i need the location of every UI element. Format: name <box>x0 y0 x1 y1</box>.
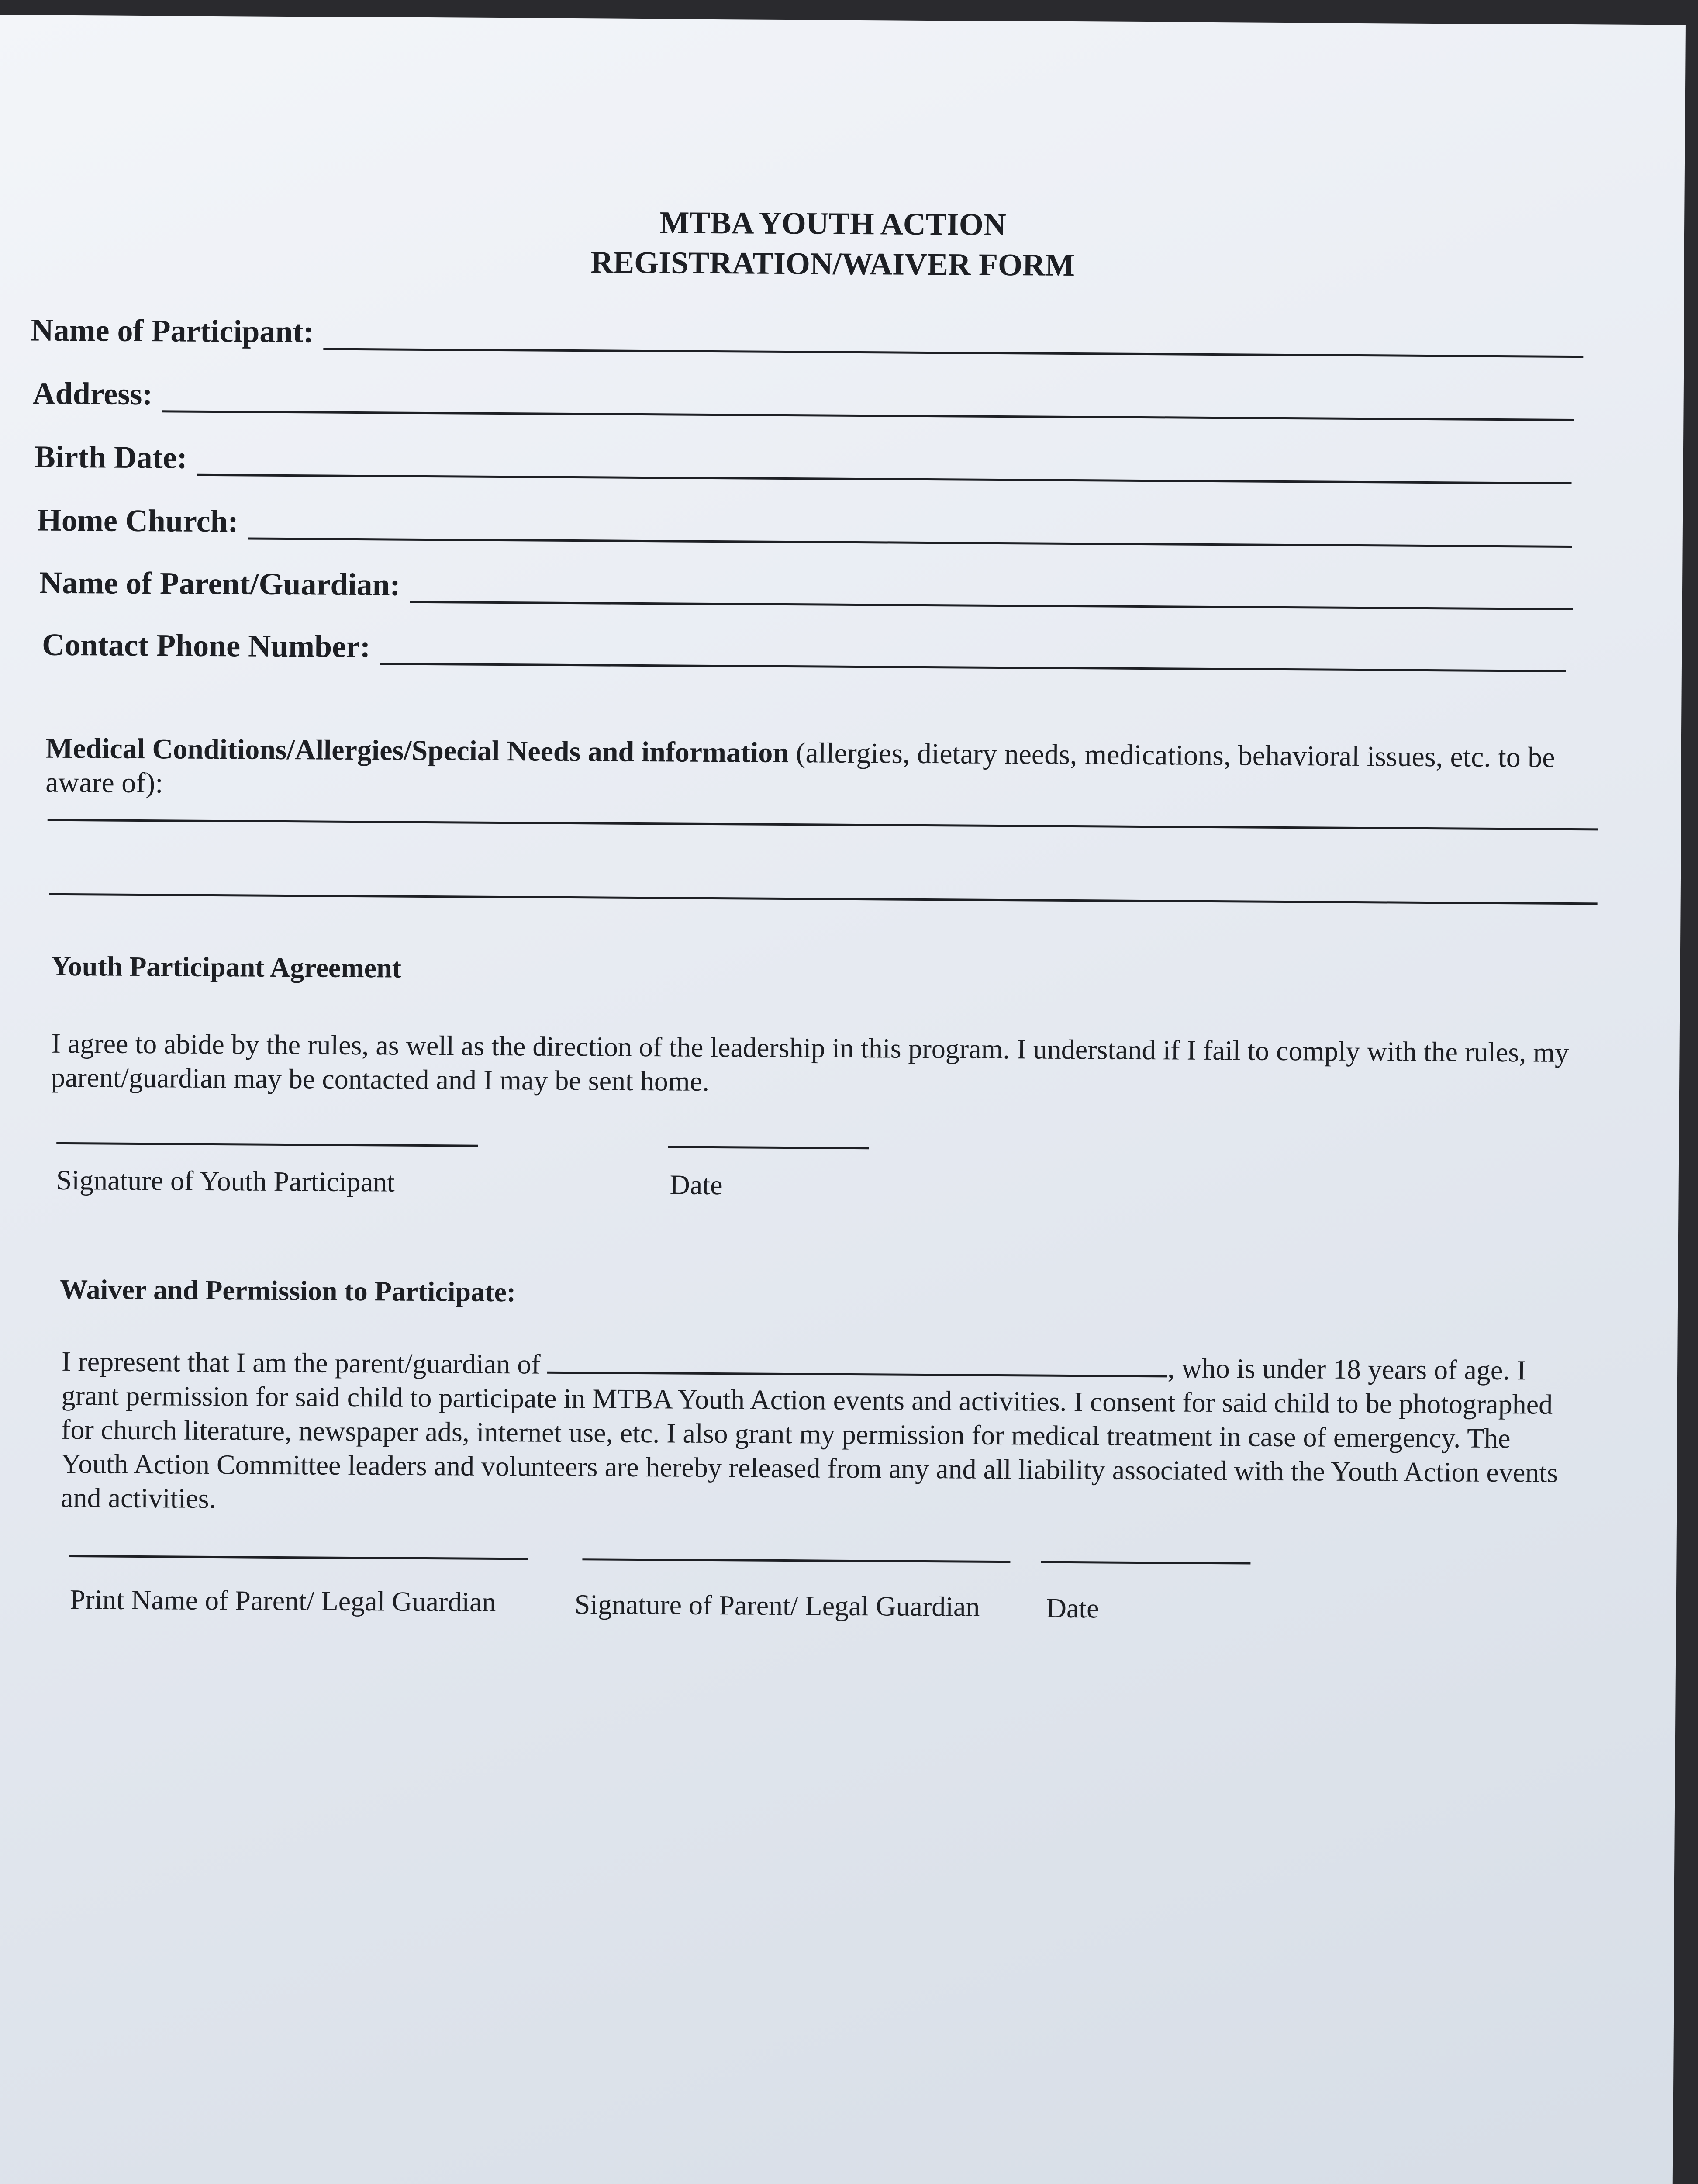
home-church-label: Home Church: <box>37 502 238 539</box>
birth-date-line[interactable] <box>197 448 1571 484</box>
contact-phone-line[interactable] <box>380 636 1566 672</box>
contact-phone-field[interactable] <box>42 627 1566 672</box>
form-page <box>0 15 1686 2184</box>
waiver-text <box>61 1343 1573 1524</box>
parent-date-line[interactable] <box>1041 1561 1250 1565</box>
youth-signature-line[interactable] <box>56 1142 478 1147</box>
form-title-line2: REGISTRATION/WAIVER FORM <box>590 245 1075 283</box>
address-field[interactable] <box>32 375 1574 421</box>
participant-name-line[interactable] <box>323 322 1584 358</box>
child-name-blank[interactable] <box>547 1346 1167 1378</box>
print-name-label: Print Name of Parent/ Legal Guardian <box>69 1584 496 1618</box>
medical-prompt <box>45 732 1601 809</box>
parent-signature-label: Signature of Parent/ Legal Guardian <box>574 1589 980 1622</box>
youth-signature-label: Signature of Youth Participant <box>56 1164 395 1198</box>
agreement-text: I agree to abide by the rules, as well as the direction of the leadership in this program. I understand if I fail to comply with the rules, my parent/guardian may be contacted and I may be sent home. <box>51 1027 1569 1097</box>
parent-date-label: Date <box>1046 1592 1099 1624</box>
form-title-line1: MTBA YOUTH ACTION <box>659 205 1007 242</box>
waiver-heading: Waiver and Permission to Participate: <box>59 1273 516 1308</box>
parent-signature-line[interactable] <box>582 1558 1010 1563</box>
medical-label: Medical Conditions/Allergies/Special Needs and information <box>45 732 789 769</box>
address-line[interactable] <box>162 384 1574 421</box>
parent-name-line[interactable] <box>410 575 1573 610</box>
agreement-heading: Youth Participant Agreement <box>51 950 402 984</box>
contact-phone-label: Contact Phone Number: <box>41 627 371 664</box>
medical-line-1[interactable] <box>48 819 1598 831</box>
waiver-text-after: , who is under 18 years of age. I grant permission for said child to participate in MTBA Youth Action events and activities. I consent for said child to be photographed for church literature, newspaper ads, internet use, etc. I also grant my permission for medical treatment in case of emergency. The Youth Action Committee leaders and volunteers are hereby released from any and all liability associated with the Youth Action events and activities. <box>61 1352 1558 1514</box>
parent-name-field[interactable] <box>39 565 1573 610</box>
home-church-line[interactable] <box>248 511 1572 548</box>
medical-line-2[interactable] <box>49 893 1598 905</box>
home-church-field[interactable] <box>37 502 1572 548</box>
waiver-text-before: I represent that I am the parent/guardian of <box>61 1345 548 1380</box>
youth-date-line[interactable] <box>668 1146 869 1149</box>
participant-name-label: Name of Participant: <box>31 312 314 349</box>
birth-date-field[interactable] <box>35 439 1572 485</box>
address-label: Address: <box>32 376 153 412</box>
birth-date-label: Birth Date: <box>34 439 187 475</box>
youth-date-label: Date <box>670 1169 723 1201</box>
parent-name-label: Name of Parent/Guardian: <box>39 565 400 602</box>
print-name-line[interactable] <box>69 1555 528 1560</box>
medical-details: (allergies, dietary needs, medications, behavioral issues, etc. to be aware of): <box>45 737 1555 799</box>
participant-name-field[interactable] <box>31 312 1583 358</box>
